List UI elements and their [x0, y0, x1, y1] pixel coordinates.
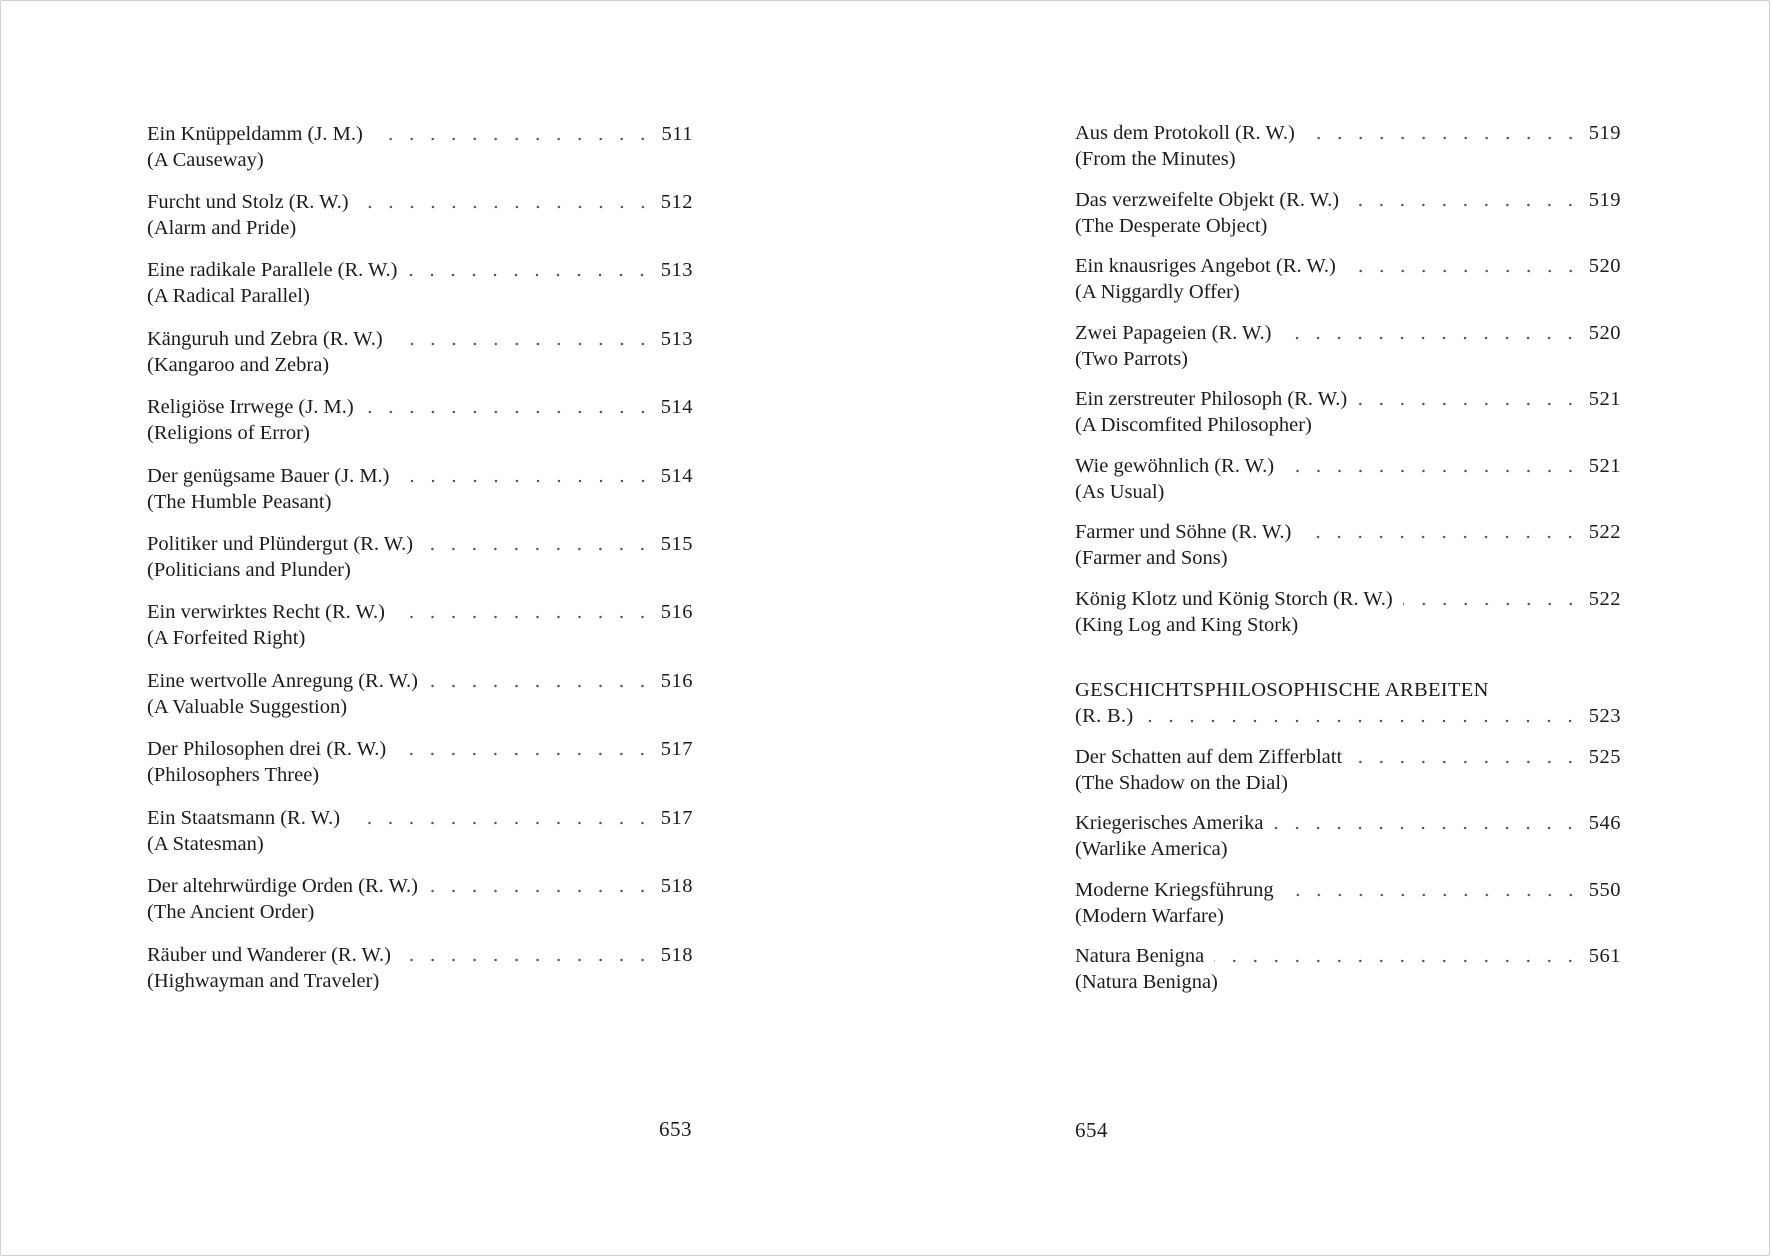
leader-dots	[1214, 959, 1581, 963]
entry-title-de: Das verzweifelte Objekt (R. W.)	[1075, 189, 1340, 211]
toc-entry	[1075, 586, 1621, 638]
toc-entry	[1075, 386, 1621, 438]
entry-title-en: (Modern Warfare)	[1075, 905, 1224, 927]
entry-title-en: (A Forfeited Right)	[147, 627, 306, 649]
leader-dots	[401, 958, 653, 962]
entry-page-number: 521	[1588, 388, 1621, 410]
entry-title-en: (Warlike America)	[1075, 838, 1228, 860]
entry-page-number: 550	[1588, 879, 1621, 901]
section-page-number: 523	[1588, 705, 1621, 727]
entry-title-de: König Klotz und König Storch (R. W.)	[1075, 588, 1393, 610]
entry-page-number: 514	[660, 465, 693, 487]
leader-dots	[373, 137, 653, 141]
entry-title-en: (A Valuable Suggestion)	[147, 696, 348, 718]
toc-entry	[147, 326, 693, 378]
entry-title-de: Der Philosophen drei (R. W.)	[147, 738, 387, 760]
entry-page-number: 520	[1588, 255, 1621, 277]
toc-entry	[147, 257, 693, 309]
entry-page-number: 561	[1588, 945, 1621, 967]
entry-title-de: Moderne Kriegsführung	[1075, 879, 1274, 901]
leader-dots	[364, 410, 653, 414]
leader-dots	[428, 684, 653, 688]
entry-title-en: (Natura Benigna)	[1075, 971, 1218, 993]
entry-page-number: 514	[660, 396, 693, 418]
entry-title-en: (A Niggardly Offer)	[1075, 281, 1240, 303]
entry-page-number: 522	[1588, 588, 1621, 610]
entry-title-de: Politiker und Plündergut (R. W.)	[147, 533, 414, 555]
entry-title-en: (The Desperate Object)	[1075, 215, 1268, 237]
entry-title-en: (Philosophers Three)	[147, 764, 320, 786]
entry-title-en: (Religions of Error)	[147, 422, 310, 444]
leader-dots	[1281, 336, 1581, 340]
leader-dots	[400, 479, 653, 483]
leader-dots	[1273, 826, 1581, 830]
entry-page-number: 520	[1588, 322, 1621, 344]
entry-page-number: 513	[660, 328, 693, 350]
leader-dots	[1301, 535, 1581, 539]
leader-dots	[1305, 136, 1581, 140]
entry-page-number: 519	[1588, 189, 1621, 211]
toc-entry	[147, 805, 693, 857]
entry-page-number: 513	[660, 259, 693, 281]
entry-page-number: 518	[660, 944, 693, 966]
toc-entry	[1075, 253, 1621, 305]
toc-entry	[147, 121, 693, 173]
section-title: GESCHICHTSPHILOSOPHISCHE ARBEITEN	[1075, 679, 1489, 701]
toc-entry	[1075, 943, 1621, 995]
toc-entry	[147, 531, 693, 583]
entry-title-de: Farmer und Söhne (R. W.)	[1075, 521, 1292, 543]
leader-dots	[423, 547, 653, 551]
entry-title-en: (A Statesman)	[147, 833, 264, 855]
entry-title-de: Der altehrwürdige Orden (R. W.)	[147, 875, 418, 897]
section-heading	[1075, 677, 1621, 729]
entry-title-de: Ein zerstreuter Philosoph (R. W.)	[1075, 388, 1348, 410]
entry-title-de: Ein verwirktes Recht (R. W.)	[147, 601, 385, 623]
entry-title-de: Kriegerisches Amerika	[1075, 812, 1264, 834]
entry-title-de: Religiöse Irrwege (J. M.)	[147, 396, 354, 418]
entry-title-en: (Farmer and Sons)	[1075, 547, 1228, 569]
leader-dots	[1357, 402, 1581, 406]
toc-entry	[1075, 877, 1621, 929]
leader-dots	[1352, 760, 1581, 764]
folio-page-number: 653	[659, 1117, 692, 1141]
toc-entry	[147, 463, 693, 515]
entry-page-number: 512	[660, 191, 693, 213]
entry-title-en: (The Ancient Order)	[147, 901, 315, 923]
entry-title-de: Ein knausriges Angebot (R. W.)	[1075, 255, 1336, 277]
entry-title-en: (From the Minutes)	[1075, 148, 1236, 170]
folio-page-number: 654	[1075, 1118, 1108, 1142]
entry-page-number: 516	[660, 670, 693, 692]
entry-title-de: Ein Knüppeldamm (J. M.)	[147, 123, 363, 145]
entry-page-number: 517	[660, 738, 693, 760]
toc-entry	[147, 736, 693, 788]
toc-entry	[147, 668, 693, 720]
toc-entry	[1075, 744, 1621, 796]
entry-title-en: (The Shadow on the Dial)	[1075, 772, 1288, 794]
entry-title-de: Furcht und Stolz (R. W.)	[147, 191, 349, 213]
entry-title-en: (Politicians and Plunder)	[147, 559, 351, 581]
leader-dots	[350, 821, 653, 825]
entry-page-number: 516	[660, 601, 693, 623]
entry-title-en: (Two Parrots)	[1075, 348, 1189, 370]
entry-title-de: Der Schatten auf dem Zifferblatt	[1075, 746, 1343, 768]
leader-dots	[359, 205, 653, 209]
entry-title-en: (Highwayman and Traveler)	[147, 970, 380, 992]
leader-dots	[407, 273, 653, 277]
entry-title-de: Eine wertvolle Anregung (R. W.)	[147, 670, 419, 692]
leader-dots	[1284, 893, 1581, 897]
entry-title-de: Der genügsame Bauer (J. M.)	[147, 465, 390, 487]
entry-title-en: (A Radical Parallel)	[147, 285, 310, 307]
toc-entry	[147, 942, 693, 994]
entry-title-en: (King Log and King Stork)	[1075, 614, 1299, 636]
entry-title-de: Känguruh und Zebra (R. W.)	[147, 328, 383, 350]
section-author: (R. B.)	[1075, 705, 1134, 727]
entry-title-en: (Kangaroo and Zebra)	[147, 354, 330, 376]
entry-title-en: (The Humble Peasant)	[147, 491, 332, 513]
leader-dots	[1346, 269, 1581, 273]
entry-title-en: (As Usual)	[1075, 481, 1165, 503]
toc-entry	[1075, 187, 1621, 239]
leader-dots	[1284, 469, 1581, 473]
entry-title-de: Zwei Papageien (R. W.)	[1075, 322, 1272, 344]
entry-title-de: Eine radikale Parallele (R. W.)	[147, 259, 398, 281]
entry-title-en: (Alarm and Pride)	[147, 217, 297, 239]
entry-page-number: 521	[1588, 455, 1621, 477]
entry-title-en: (A Discomfited Philosopher)	[1075, 414, 1312, 436]
entry-page-number: 525	[1588, 746, 1621, 768]
toc-entry	[1075, 519, 1621, 571]
entry-title-en: (A Causeway)	[147, 149, 264, 171]
toc-entry	[1075, 120, 1621, 172]
entry-title-de: Aus dem Protokoll (R. W.)	[1075, 122, 1295, 144]
entry-page-number: 518	[660, 875, 693, 897]
entry-page-number: 517	[660, 807, 693, 829]
entry-title-de: Natura Benigna	[1075, 945, 1205, 967]
toc-entry	[1075, 453, 1621, 505]
entry-title-de: Ein Staatsmann (R. W.)	[147, 807, 341, 829]
toc-entry	[1075, 320, 1621, 372]
toc-entry	[1075, 810, 1621, 862]
leader-dots	[1143, 719, 1581, 723]
toc-entry	[147, 189, 693, 241]
entry-page-number: 522	[1588, 521, 1621, 543]
entry-title-de: Wie gewöhnlich (R. W.)	[1075, 455, 1275, 477]
entry-page-number: 546	[1588, 812, 1621, 834]
leader-dots	[396, 752, 653, 756]
leader-dots	[1349, 203, 1581, 207]
leader-dots	[1403, 602, 1581, 606]
toc-entry	[147, 599, 693, 651]
entry-page-number: 515	[660, 533, 693, 555]
toc-entry	[147, 873, 693, 925]
toc-entry	[147, 394, 693, 446]
entry-title-de: Räuber und Wanderer (R. W.)	[147, 944, 391, 966]
leader-dots	[428, 889, 653, 893]
entry-page-number: 511	[661, 123, 693, 145]
leader-dots	[393, 342, 653, 346]
entry-page-number: 519	[1588, 122, 1621, 144]
leader-dots	[395, 615, 653, 619]
